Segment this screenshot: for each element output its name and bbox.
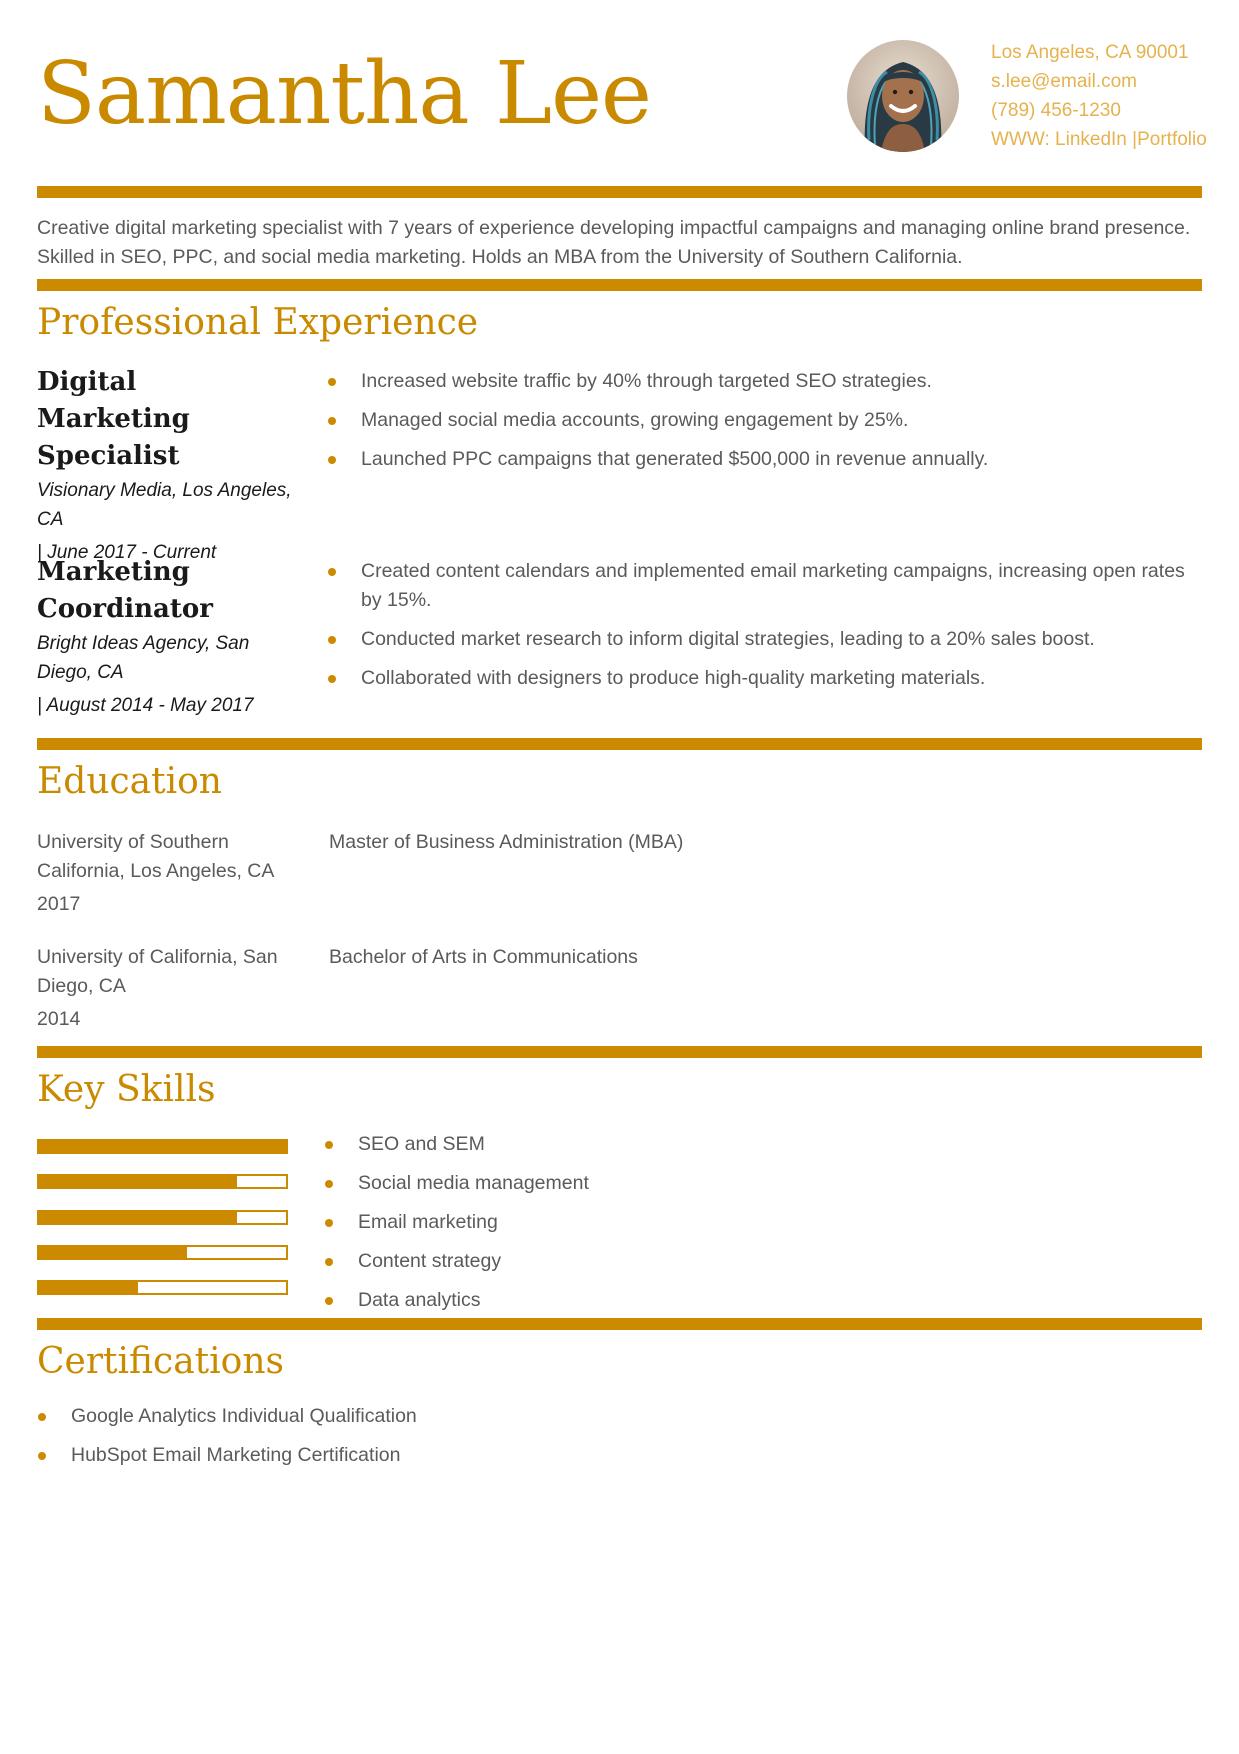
phone-text: (789) 456-1230 (991, 100, 1121, 121)
divider (37, 1318, 1202, 1330)
list-item: Launched PPC campaigns that generated $500,000 in revenue annually. (327, 445, 1207, 474)
list-item: Google Analytics Individual Qualification (37, 1402, 417, 1431)
bullet-icon (328, 568, 336, 576)
certifications-heading: Certifications (37, 1341, 284, 1382)
list-item: SEO and SEM (324, 1130, 589, 1159)
web-links (991, 125, 1207, 154)
divider (37, 186, 1202, 198)
divider (37, 279, 1202, 291)
certifications-list (37, 1402, 417, 1480)
job-dates: | August 2014 - May 2017 (37, 695, 254, 716)
experience-heading: Professional Experience (37, 302, 479, 343)
list-item: Conducted market research to inform digital strategies, leading to a 20% sales boost. (327, 625, 1207, 654)
divider (37, 1046, 1202, 1058)
skills-list (324, 1130, 589, 1325)
graduation-year: 2014 (37, 1008, 81, 1030)
candidate-name: Samantha Lee (37, 44, 651, 144)
email-link[interactable]: s.lee@email.com (991, 71, 1137, 92)
bullet-icon (325, 1141, 333, 1149)
job-company: Visionary Media, Los Angeles, CA (37, 480, 292, 530)
location-text: Los Angeles, CA 90001 (991, 42, 1189, 63)
school-name: University of California, San Diego, CA 2014 (37, 943, 292, 1034)
skill-level-bar (37, 1139, 288, 1154)
skill-level-fill (39, 1141, 286, 1152)
list-item: Email marketing (324, 1208, 589, 1237)
skill-level-bar (37, 1280, 288, 1295)
portfolio-link[interactable]: Portfolio (1137, 129, 1207, 150)
list-item: Managed social media accounts, growing engagement by 25%. (327, 406, 1207, 435)
bullet-icon (325, 1258, 333, 1266)
skill-level-fill (39, 1212, 237, 1223)
profile-photo (847, 40, 959, 152)
bullet-icon (325, 1180, 333, 1188)
skill-level-fill (39, 1282, 138, 1293)
bullet-icon (325, 1297, 333, 1305)
job-meta (37, 364, 292, 567)
bullet-icon (328, 675, 336, 683)
profile-summary: Creative digital marketing specialist with 7 years of experience developing impactful campaigns and managing online brand presence. Skilled in SEO, PPC, and social media marketing. Holds an MBA from the University of Southern California. (37, 217, 1191, 268)
job-achievements (327, 557, 1207, 703)
bullet-icon (38, 1452, 46, 1460)
link-separator: | (1132, 129, 1138, 150)
degree: Bachelor of Arts in Communications (329, 946, 638, 968)
divider (37, 738, 1202, 750)
list-item: Content strategy (324, 1247, 589, 1276)
list-item: Social media management (324, 1169, 589, 1198)
degree: Master of Business Administration (MBA) (329, 831, 684, 853)
list-item: Collaborated with designers to produce high-quality marketing materials. (327, 664, 1207, 693)
job-company: Bright Ideas Agency, San Diego, CA (37, 633, 250, 683)
linkedin-link[interactable]: LinkedIn (1055, 129, 1127, 150)
skill-level-bar (37, 1174, 288, 1189)
bullet-icon (328, 456, 336, 464)
skills-heading: Key Skills (37, 1069, 216, 1110)
list-item: HubSpot Email Marketing Certification (37, 1441, 417, 1470)
job-dates: | June 2017 - Current (37, 542, 217, 563)
bullet-icon (328, 417, 336, 425)
job-achievements (327, 367, 1207, 484)
web-prefix: WWW: (991, 129, 1050, 150)
bullet-icon (328, 378, 336, 386)
job-title: Digital Marketing Specialist (37, 367, 190, 471)
skill-level-fill (39, 1176, 237, 1187)
skill-level-fill (39, 1247, 187, 1258)
list-item: Increased website traffic by 40% through targeted SEO strategies. (327, 367, 1207, 396)
bullet-icon (328, 636, 336, 644)
job-meta (37, 554, 292, 720)
skill-level-bar (37, 1245, 288, 1260)
list-item: Created content calendars and implemented email marketing campaigns, increasing open rates by 15%. (327, 557, 1207, 615)
education-heading: Education (37, 761, 222, 802)
bullet-icon (38, 1413, 46, 1421)
graduation-year: 2017 (37, 893, 81, 915)
job-title: Marketing Coordinator (37, 557, 213, 624)
list-item: Data analytics (324, 1286, 589, 1315)
school-name: University of Southern California, Los Angeles, CA 2017 (37, 828, 292, 919)
bullet-icon (325, 1219, 333, 1227)
skill-level-bar (37, 1210, 288, 1225)
contact-info (991, 38, 1207, 154)
